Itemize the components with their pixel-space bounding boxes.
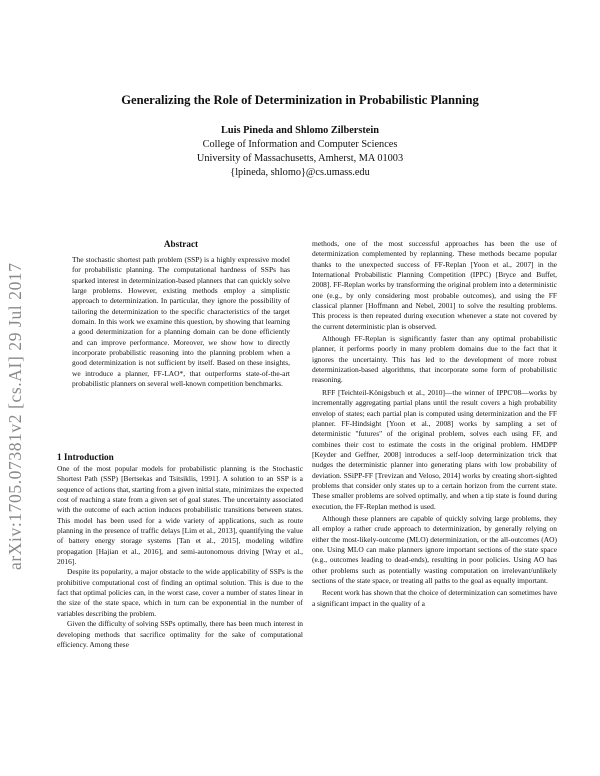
- intro-paragraph-1: One of the most popular models for probabilistic planning is the Stochastic Shortest Path (SSP) [Bertsekas and Tsitsiklis, 1991]. A solution to an SSP is a sequence of actions that, starting from a given initial state, minimizes the expected cost of reaching a state from a given set of goal states. The uncertainty associated with the outcome of each action induces probabilistic transitions between states. This model has been used for a wide variety of applications, such as route planning in the presence of traffic delays [Lim et al., 2013], quantifying the value of battery energy storage systems [Tan et al., 2015], modeling wildfire propagation [Hajian et al., 2016], and semi-autonomous driving [Wray et al., 2016].: [57, 464, 303, 567]
- author-block: [0, 124, 600, 180]
- right-paragraph-4: Although these planners are capable of quickly solving large problems, they all employ a rather crude approach to determinization, by generally relying on either the most-likely-outcome (MLO) determinization, or the all-outcomes (AO) one. Using MLO can make planners ignore important sections of the state space (e.g., outcomes leading to dead-ends), resulting in poor policies. Using AO has other problems such as potentially wasting computation on irrelevant/unlikely sections of the state space, or treating all paths to the goal as equally important.: [312, 513, 557, 585]
- right-paragraph-3: RFF [Teichteil-Königsbuch et al., 2010]—the winner of IPPC'08—works by incrementally aggregating partial plans until the result covers a high probability envelop of states; each partial plan is computed using determinization and the FF planner. FF-Hindsight [Yoon et al., 2008] works by sampling a set of deterministic "futures" of the original problem, solves each using FF, and combines their cost to estimate the costs in the original problem. HMDPP [Keyder and Geffner, 2008] introduces a self-loop determinization trick that nudges the deterministic planner into generating plans with low probability of deviation. SSiPP-FF [Trevizan and Veloso, 2014] works by creating short-sighted problems that consider only states up to a certain horizon from the current state. These smaller problems are solved optimally, and when a tip state is found during execution, the FF-Replan method is used.: [312, 387, 557, 511]
- right-paragraph-2: Although FF-Replan is significantly faster than any optimal probabilistic planner, it performs poorly in many problem domains due to the fact that it ignores the uncertainty. This has led to the development of more robust determinization-based algorithms, that incorporate some form of probabilistic reasoning.: [312, 334, 557, 385]
- abstract-heading: Abstract: [163, 239, 199, 249]
- affiliation-univ: University of Massachusetts, Amherst, MA 01003: [196, 153, 404, 164]
- author-email: {lpineda, shlomo}@cs.umass.edu: [230, 167, 370, 178]
- affiliation-dept: College of Information and Computer Sciences: [202, 139, 398, 150]
- right-paragraph-1: methods, one of the most successful approaches has been the use of determinization complemented by replanning. These methods became popular thanks to the unexpected success of FF-Replan [Yoon et al., 2007] in the International Probabilistic Planning Competition (IPPC) [Bryce and Buffet, 2008]. FF-Replan works by transforming the original problem into a deterministic one (e.g., by only considering most probable outcomes), and using the FF classical planner [Hoffmann and Nebel, 2001] to solve the resulting problems. This process is then repeated during execution whenever a state not covered by the current deterministic plan is observed.: [312, 239, 557, 331]
- intro-heading: 1 Introduction: [57, 452, 114, 462]
- abstract-paragraph: The stochastic shortest path problem (SSP) is a highly expressive model for probabilistic planning. The computational hardness of SSPs has sparked interest in determinization-based planners that can quickly solve large problems. However, existing methods employ a simplistic approach to determinization. In particular, they ignore the possibility of tailoring the determinization to the specific characteristics of the target domain. In this work we examine this question, by showing that learning a good determinization for a planning domain can be done efficiently and can improve performance. Moreover, we show how to directly incorporate probabilistic reasoning into the planning problem when a good determinization is not sufficient by itself. Based on these insights, we introduce a planner, FF-LAO*, that outperforms state-of-the-art probabilistic planners on several well-known competition benchmarks.: [72, 255, 290, 389]
- intro-paragraph-3: Given the difficulty of solving SSPs optimally, there has been much interest in developing methods that sacrifice optimality for the sake of computational efficiency. Among these: [57, 619, 303, 649]
- abstract-text: [72, 255, 290, 389]
- paper-title: Generalizing the Role of Determinization in Probabilistic Planning: [121, 93, 479, 107]
- arxiv-identifier: [2, 210, 28, 570]
- author-names: Luis Pineda and Shlomo Zilberstein: [221, 125, 379, 136]
- intro-paragraph-2: Despite its popularity, a major obstacle to the wide applicability of SSPs is the prohibitive computational cost of finding an optimal solution. This is due to the fact that optimal policies can, in the worst case, cover a number of states linear in the size of the state space, which in turn can be exponential in the number of variables describing the problem.: [57, 567, 303, 618]
- right-column-body: [312, 239, 557, 609]
- arxiv-id-text: arXiv:1705.07381v2 [cs.AI] 29 Jul 2017: [5, 262, 25, 570]
- intro-body: [57, 464, 303, 650]
- right-paragraph-5: Recent work has shown that the choice of determinization can sometimes have a significant impact in the quality of a: [312, 588, 557, 608]
